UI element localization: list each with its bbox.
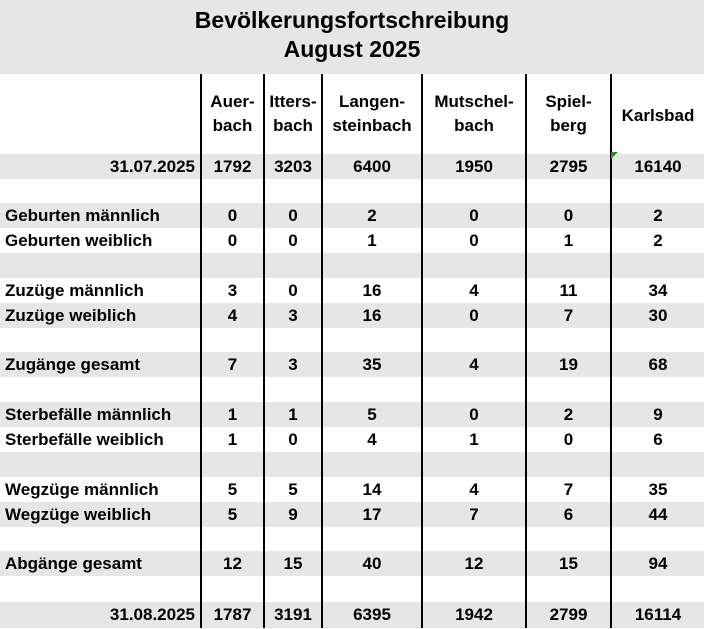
table-row-zuzuege-m [0, 278, 704, 303]
table-cell: 0 [264, 278, 322, 303]
table-cell: 0 [201, 203, 264, 228]
row-label: 31.08.2025 [0, 602, 201, 628]
table-cell: 1 [526, 228, 611, 253]
table-cell: 2 [611, 203, 704, 228]
table-cell: 11 [526, 278, 611, 303]
table-cell: 2 [322, 203, 422, 228]
table-cell: 7 [422, 502, 526, 527]
column-header-langensteinbach: Langen- steinbach [322, 74, 422, 154]
spacer-row [0, 527, 704, 551]
table-cell: 19 [526, 352, 611, 377]
table-cell: 0 [264, 203, 322, 228]
table-row-sterbe-w [0, 427, 704, 452]
header-corner [0, 74, 201, 154]
table-cell: 0 [264, 427, 322, 452]
table-cell: 17 [322, 502, 422, 527]
table-cell: 9 [611, 402, 704, 427]
row-label: Geburten männlich [0, 203, 201, 228]
table-cell: 15 [264, 551, 322, 576]
table-cell: 40 [322, 551, 422, 576]
comment-indicator-icon [611, 152, 618, 159]
table-cell: 1950 [422, 154, 526, 179]
spacer-row [0, 179, 704, 203]
table-cell: 1 [264, 402, 322, 427]
table-cell: 4 [422, 352, 526, 377]
table-cell: 16 [322, 278, 422, 303]
table-cell: 15 [526, 551, 611, 576]
title-main: Bevölkerungsfortschreibung [194, 7, 510, 33]
table-row-wegzuege-w [0, 502, 704, 527]
column-header-mutschelbach: Mutschel- bach [422, 74, 526, 154]
table-row-abgaenge [0, 551, 704, 576]
table-cell: 2799 [526, 602, 611, 628]
column-header-spielberg: Spiel- berg [526, 74, 611, 154]
table-cell: 4 [422, 477, 526, 502]
table-cell: 3 [264, 352, 322, 377]
table-cell: 3 [264, 303, 322, 328]
table-cell: 6400 [322, 154, 422, 179]
table-cell: 3203 [264, 154, 322, 179]
table-cell: 4 [322, 427, 422, 452]
table-row-zuzuege-w [0, 303, 704, 328]
header-row [0, 74, 704, 154]
table-cell: 6395 [322, 602, 422, 628]
table-cell: 1 [201, 427, 264, 452]
table-cell: 34 [611, 278, 704, 303]
table-cell: 0 [422, 203, 526, 228]
spacer-row [0, 452, 704, 477]
row-label: Zugänge gesamt [0, 352, 201, 377]
table-cell: 14 [322, 477, 422, 502]
spacer-row [0, 377, 704, 402]
spacer-row [0, 253, 704, 278]
table-cell: 16140 [611, 154, 704, 179]
row-label: Abgänge gesamt [0, 551, 201, 576]
table-cell: 1 [422, 427, 526, 452]
row-label: Wegzüge weiblich [0, 502, 201, 527]
table-cell: 16114 [611, 602, 704, 628]
table-cell: 12 [201, 551, 264, 576]
table-cell: 6 [526, 502, 611, 527]
table-cell: 0 [526, 427, 611, 452]
table-cell: 1 [201, 402, 264, 427]
table-cell: 0 [264, 228, 322, 253]
table-cell: 0 [422, 402, 526, 427]
table-row-geburten-w [0, 228, 704, 253]
table-cell: 7 [526, 303, 611, 328]
spacer-row [0, 328, 704, 352]
table-cell: 16 [322, 303, 422, 328]
row-label: 31.07.2025 [0, 154, 201, 179]
table-cell: 1 [322, 228, 422, 253]
table-cell: 5 [264, 477, 322, 502]
table-cell: 7 [526, 477, 611, 502]
row-label: Sterbefälle männlich [0, 402, 201, 427]
table-cell: 4 [422, 278, 526, 303]
table-cell: 3191 [264, 602, 322, 628]
table-cell: 4 [201, 303, 264, 328]
table-row-zugaenge [0, 352, 704, 377]
title-period: August 2025 [283, 36, 421, 62]
row-label: Zuzüge männlich [5, 280, 144, 300]
table-row-sterbe-m [0, 402, 704, 427]
row-label: Sterbefälle weiblich [5, 429, 164, 449]
column-header-ittersbach: Itters- bach [264, 74, 322, 154]
row-label: Wegzüge männlich [5, 479, 159, 499]
table-cell: 0 [422, 228, 526, 253]
column-header-karlsbad: Karlsbad [611, 74, 704, 154]
table-cell: 1787 [201, 602, 264, 628]
table-cell: 35 [611, 477, 704, 502]
table-cell: 30 [611, 303, 704, 328]
table-cell: 5 [201, 502, 264, 527]
spacer-row [0, 576, 704, 602]
table-cell: 1792 [201, 154, 264, 179]
table-row-start [0, 154, 704, 179]
table-cell: 5 [201, 477, 264, 502]
table-cell: 2795 [526, 154, 611, 179]
table-cell: 1942 [422, 602, 526, 628]
table-cell: 68 [611, 352, 704, 377]
table-cell: 6 [611, 427, 704, 452]
table-cell: 44 [611, 502, 704, 527]
table-cell: 35 [322, 352, 422, 377]
table-row-wegzuege-m [0, 477, 704, 502]
population-table [0, 74, 704, 628]
row-label: Geburten weiblich [5, 230, 153, 250]
table-row-geburten-m [0, 203, 704, 228]
table-cell: 0 [526, 203, 611, 228]
table-row-end [0, 602, 704, 628]
row-label: Zuzüge weiblich [0, 303, 201, 328]
table-cell: 0 [422, 303, 526, 328]
table-cell: 7 [201, 352, 264, 377]
table-cell: 2 [526, 402, 611, 427]
table-cell: 2 [611, 228, 704, 253]
table-cell: 0 [201, 228, 264, 253]
table-cell: 3 [201, 278, 264, 303]
title-block [0, 0, 704, 74]
table-cell: 5 [322, 402, 422, 427]
table-cell: 94 [611, 551, 704, 576]
table-cell: 9 [264, 502, 322, 527]
table-cell: 12 [422, 551, 526, 576]
column-header-auerbach: Auer- bach [201, 74, 264, 154]
